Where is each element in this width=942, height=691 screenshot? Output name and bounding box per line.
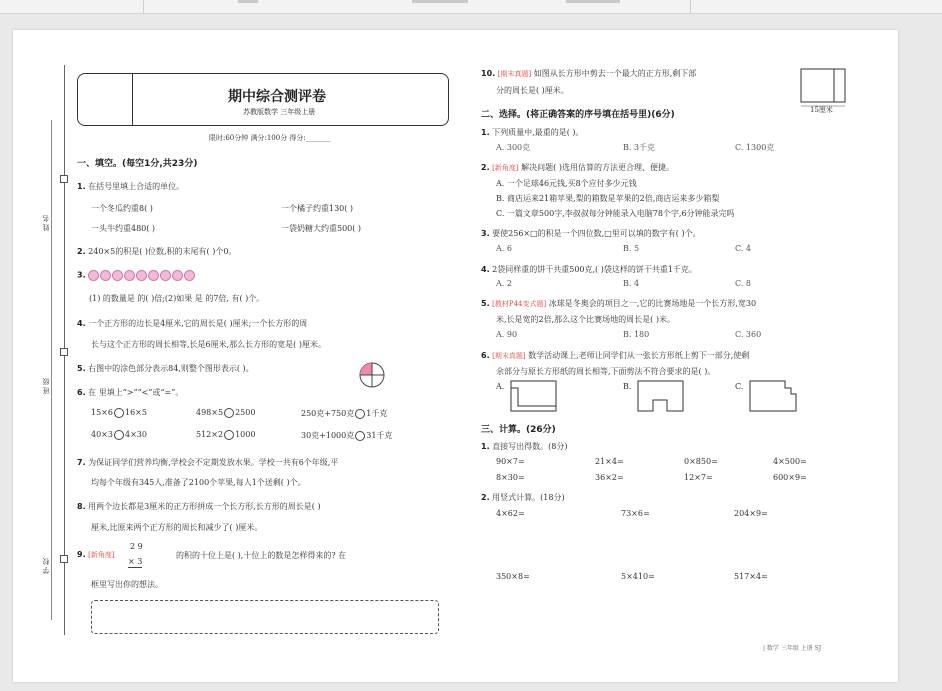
calc-item: 8×30= [496, 473, 525, 482]
q9-number: 9. [77, 550, 86, 559]
compare-circle[interactable] [114, 408, 124, 418]
q7-text: 为保证同学们营养均衡,学校会不定期发放水果。学校一共有6个年级,平 [88, 458, 339, 467]
q1-text: 在括号里填上合适的单位。 [88, 182, 185, 191]
flower-icon [172, 270, 183, 281]
page-title: 期中综合测评卷 [228, 89, 326, 105]
flower-icon [148, 270, 159, 281]
s2-q5-line1: 5. [教材P44变式题] 冰球是冬奥会的项目之一,它的比赛场地是一个长方形,宽30 [481, 299, 757, 308]
s2-q4-line: 4. 2袋同样重的饼干共重500克,( )袋这样的饼干共重1千克。 [481, 265, 697, 274]
s3-q2-line: 2. 用竖式计算。(18分) [481, 493, 565, 502]
q6-compare: 40×3 4×30 [91, 430, 147, 439]
q6-compare: 498×5 2500 [196, 408, 256, 417]
q4-number: 4. [77, 319, 86, 328]
q1-item: 一个冬瓜约重8( ) [91, 204, 153, 213]
s2-q4-option: A. 2 [496, 279, 512, 288]
s2-q5-option: A. 90 [496, 330, 518, 339]
vertical-calc-item: 73×6= [621, 509, 650, 518]
q7-line2: 均每个年级有345人,准备了2100个苹果,每人1个送剩( )个。 [91, 478, 306, 487]
calc-item: 600×9= [773, 473, 807, 482]
q9-line2: 框里写出你的想法。 [91, 580, 163, 589]
vertical-calc-item: 5×410= [621, 572, 655, 581]
calc-item: 0×850= [684, 457, 718, 466]
vertical-calc-item: 350×8= [496, 572, 530, 581]
s2-q2-option: C. 一篇文章500字,李叔叔每分钟能录入电脑78个字,6分钟能录完吗 [496, 209, 735, 218]
s2-q1-line: 1. 下列质量中,最重的是( )。 [481, 128, 584, 137]
dice-icon [124, 270, 135, 281]
calc-item: 36×2= [595, 473, 624, 482]
q8-number: 8. [77, 502, 86, 511]
page-subtitle: 苏教版数学 三年级上册 [243, 108, 316, 116]
calc-item: 12×7= [684, 473, 713, 482]
q5-number: 5. [77, 364, 86, 373]
new-angle-tag: [新角度] [492, 164, 519, 172]
textbook-tag: [教材P44变式题] [492, 300, 547, 308]
compare-circle[interactable] [355, 431, 365, 441]
toolbar-divider [690, 0, 691, 13]
s2-q6-option: C. [735, 382, 744, 391]
calc-item: 21×4= [595, 457, 624, 466]
toolbar-divider [143, 0, 144, 13]
s2-q2-option: B. 商店运来21箱苹果,梨的箱数是苹果的2倍,商店运来多少箱梨 [496, 194, 720, 203]
s2-q2-option: A. 一个足球46元钱,买8个应付多少元钱 [496, 179, 637, 188]
s3-q1-line: 1. 直接写出得数。(8分) [481, 442, 568, 451]
q6-text: 在 里填上“>”“<”或“=”。 [88, 388, 184, 397]
flower-icon [100, 270, 111, 281]
q6-compare: 250克+750克 1千克 [301, 409, 388, 418]
s2-q3-option: C. 4 [735, 244, 752, 253]
q6-line [77, 387, 183, 398]
s2-q3-option: B. 5 [623, 244, 640, 253]
q6-compare: 30克+1000克 31千克 [301, 431, 393, 440]
q7-line1 [77, 457, 338, 468]
binding-square [60, 348, 68, 356]
q1-item: 一个橘子约重130( ) [281, 204, 354, 213]
q10-number: 10. [481, 69, 496, 78]
page-footer: | 数学 三年级 上册 SJ [763, 645, 822, 652]
section2-heading: 二、选择。(将正确答案的序号填在括号里)(6分) [481, 110, 675, 120]
exam-info: 限时:60分钟 满分:100分 得分:_______ [209, 134, 331, 142]
s2-q6-option: A. [496, 382, 505, 391]
new-angle-tag: [新角度] [88, 551, 115, 559]
shaded-circle-figure [359, 362, 385, 388]
q5-text: 右图中的涂色部分表示84,则整个图形表示( )。 [88, 364, 254, 373]
compare-circle[interactable] [355, 409, 365, 419]
shaded-quarter [360, 363, 372, 375]
q8-line2: 厘米,比原来两个正方形的周长和减少了( )厘米。 [91, 523, 263, 532]
toolbar-tab[interactable] [566, 0, 620, 3]
q8-text: 用两个边长都是3厘米的正方形拼成一个长方形,长方形的周长是( ) [88, 502, 321, 511]
dice-icon [112, 270, 123, 281]
compare-circle[interactable] [114, 430, 124, 440]
flower-icon [160, 270, 171, 281]
s2-q1-option: A. 300克 [496, 143, 531, 152]
compare-circle[interactable] [224, 430, 234, 440]
q9-mult-bottom: × 3 [128, 557, 143, 566]
section1-heading: 一、填空。(每空1分,共23分) [77, 159, 198, 169]
q1-item: 一袋奶糖大约重500( ) [281, 224, 362, 233]
toolbar-tab[interactable] [412, 0, 468, 3]
s2-q3-line: 3. 要使256×□的积是一个四位数,□里可以填的数字有( )个。 [481, 229, 701, 238]
calc-item: 90×7= [496, 457, 525, 466]
q3-line [77, 270, 196, 281]
cut-shape-b [637, 380, 685, 412]
binding-square [60, 555, 68, 563]
q4-text: 一个正方形的边长是4厘米,它的周长是( )厘米;一个长方形的周 [88, 319, 308, 328]
class-label: 班 级 [42, 378, 50, 395]
q9-mult-top: 2 9 [130, 542, 143, 551]
cut-shape-c [749, 380, 801, 412]
q2-line [77, 246, 236, 257]
q1-number: 1. [77, 182, 86, 191]
q6-compare: 15×6 16×5 [91, 408, 147, 417]
s2-q6-option: B. [623, 382, 632, 391]
q3-number: 3. [77, 270, 86, 280]
dice-icon [88, 270, 99, 281]
q6-compare: 512×2 1000 [196, 430, 256, 439]
q9-text: 的积的十位上是( ),十位上的数是怎样得来的? 在 [176, 551, 347, 560]
s2-q5-line2: 米,长是宽的2倍,那么这个比赛场地的周长是( )米。 [496, 315, 675, 324]
cut-shape-a [510, 380, 558, 412]
q8-line1 [77, 501, 321, 512]
s2-q5-option: C. 360 [735, 330, 762, 339]
q10-line1: 10. [期末真题] 如图从长方形中剪去一个最大的正方形,剩下部 [481, 69, 697, 78]
q1-item: 一头牛约重480( ) [91, 224, 156, 233]
answer-box[interactable] [91, 600, 439, 634]
flower-icon [136, 270, 147, 281]
section3-heading: 三、计算。(26分) [481, 425, 556, 435]
viewer-toolbar [0, 0, 942, 14]
name-label: 姓 名 [42, 215, 50, 232]
q4-line2: 长与这个正方形的周长相等,长是6厘米,那么长方形的宽是( )厘米。 [91, 340, 326, 349]
exam-page [13, 30, 898, 682]
title-box [77, 73, 449, 126]
s2-q5-option: B. 180 [623, 330, 650, 339]
q1-line [77, 181, 184, 192]
q6-number: 6. [77, 388, 86, 397]
s2-q3-option: A. 6 [496, 244, 512, 253]
calc-item: 4×500= [773, 457, 807, 466]
vertical-calc-item: 204×9= [734, 509, 768, 518]
s2-q6-line2: 余部分与原长方形纸的周长相等,下面剪法不符合要求的是( )。 [496, 367, 716, 376]
q5-line [77, 363, 254, 374]
final-exam-tag: [期末真题] [497, 70, 532, 78]
compare-circle[interactable] [224, 408, 234, 418]
q10-line2: 分的周长是( )厘米。 [496, 86, 569, 95]
figure-label: 15厘米 [810, 106, 833, 114]
q3-text: (1) 的数量是 的( )倍;(2)如果 是 的7倍, 有( )个。 [89, 294, 265, 303]
toolbar-tab[interactable] [238, 0, 258, 3]
s2-q2-line: 2. [新角度] 解决问题( )选用估算的方法更合理、便捷。 [481, 163, 674, 172]
s2-q1-option: C. 1300克 [735, 143, 775, 152]
s2-q4-option: B. 4 [623, 279, 640, 288]
q9-line1 [77, 550, 115, 560]
binding-line-outer [51, 120, 52, 620]
q7-number: 7. [77, 458, 86, 467]
s2-q6-line1: 6. [期末真题] 数学活动课上,老师让同学们从一张长方形纸上剪下一部分,使剩 [481, 351, 750, 360]
title-divider [132, 74, 133, 125]
vertical-calc-item: 4×62= [496, 509, 525, 518]
q2-text: 240×5的积是( )位数,积的末尾有( )个0。 [88, 247, 237, 256]
flower-icon [184, 270, 195, 281]
s2-q1-option: B. 3千克 [623, 143, 656, 152]
q2-number: 2. [77, 247, 86, 256]
final-exam-tag: [期末真题] [492, 352, 526, 360]
vertical-calc-item: 517×4= [734, 572, 768, 581]
school-label: 学 校 [42, 558, 50, 575]
q4-line1 [77, 318, 307, 329]
binding-square [60, 175, 68, 183]
s2-q4-option: C. 8 [735, 279, 752, 288]
